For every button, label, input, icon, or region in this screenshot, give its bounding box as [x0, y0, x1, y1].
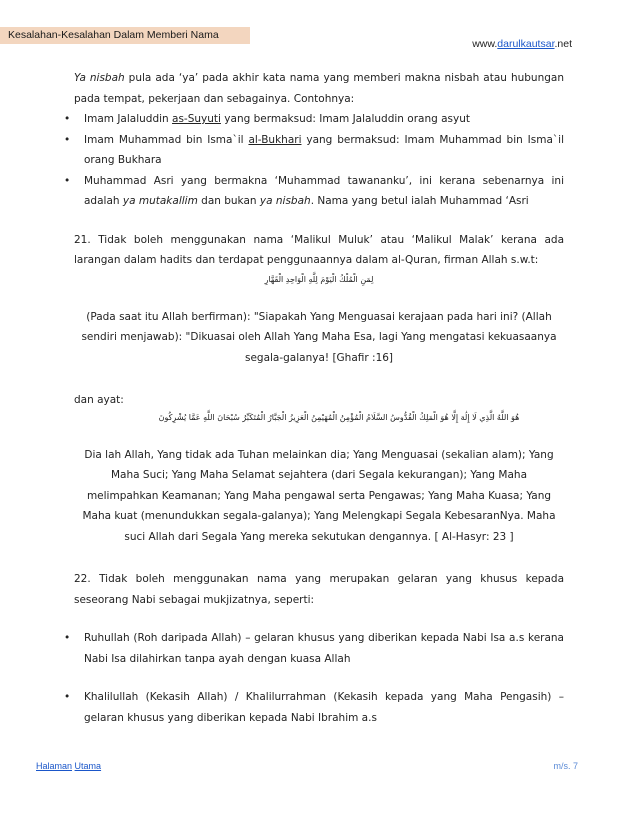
- site-url-prefix: www.: [472, 38, 498, 50]
- list-item-text: yang bermaksud: Imam Muhammad bin Isma`il orang Bukhara: [84, 133, 564, 166]
- list-item: • Ruhullah (Roh daripada Allah) – gelaran khusus yang diberikan kepada Nabi Isa a.s kerana Nabi Isa dilahirkan tanpa ayah dengan kuasa Allah: [84, 628, 564, 669]
- page-content: [74, 68, 564, 728]
- dan-ayat-label: dan ayat:: [74, 394, 124, 406]
- list-item: [84, 130, 564, 171]
- nisbah-text: pula ada ‘ya’ pada akhir kata nama yang memberi makna nisbah atau hubungan pada tempat, pekerjaan dan sebagainya. Contohnya:: [74, 72, 564, 105]
- item-22-paragraph: 22. Tidak boleh menggunakan nama yang merupakan gelaran yang khusus kepada seseorang Nabi sebagai mukjizatnya, seperti:: [74, 573, 564, 606]
- home-link-2[interactable]: Utama: [74, 761, 102, 771]
- home-link[interactable]: Halaman: [36, 761, 73, 771]
- list-item-text: Imam Jalaluddin: [84, 113, 173, 125]
- document-title: Kesalahan-Kesalahan Dalam Memberi Nama: [8, 29, 219, 41]
- document-title-tab: [0, 27, 250, 44]
- list-item-text: dan bukan: [197, 195, 260, 207]
- item-21-paragraph: 21. Tidak boleh menggunakan nama ‘Malikul Muluk’ atau ‘Malikul Malak’ kerana ada larangan dalam hadits dan terdapat penggunaannya dalam al-Quran, firman Allah s.w.t:: [74, 233, 564, 266]
- prophet-title-list: [44, 628, 564, 728]
- list-item-text: . Nama yang betul ialah Muhammad ‘Asri: [310, 195, 529, 207]
- list-item: • Khalilullah (Kekasih Allah) / Khalilurrahman (Kekasih kepada yang Maha Pengasih) – gelaran khusus yang diberikan kepada Nabi Ibrahim a.s: [84, 687, 564, 728]
- list-item-text: yang bermaksud: Imam Jalaluddin orang asyut: [220, 113, 471, 125]
- name-link: as-Suyuti: [172, 113, 221, 125]
- arabic-verse-ghafir: لِمَنِ الْمُلْكُ الْيَوْمَ لِلَّهِ الْوَاحِدِ الْقَهَّارِ: [264, 274, 374, 284]
- nisbah-example-list: [44, 109, 564, 212]
- translation-hasyr: Dia lah Allah, Yang tidak ada Tuhan melainkan dia; Yang Menguasai (sekalian alam); Yang Maha Suci; Yang Maha Selamat sejahtera (dari Segala kekurangan); Yang Maha melimpahkan Keamanan; Yang Maha pengawal serta Pengawas; Yang Maha Kuasa; Yang Maha kuat (menundukkan segala-galanya); Yang Melengkapi Segala KebesaranNya. Maha suci Allah dari Segala Yang mereka sekutukan dengannya. [ Al-Hasyr: 23 ]: [82, 448, 556, 543]
- arabic-verse-hasyr: هُوَ اللَّهُ الَّذِي لَا إِلَٰهَ إِلَّا هُوَ الْمَلِكُ الْقُدُّوسُ السَّلَامُ الْمُؤْمِنُ الْمُهَيْمِنُ الْعَزِيزُ الْجَبَّارُ الْمُتَكَبِّرُ سُبْحَانَ اللَّهِ عَمَّا يُشْرِكُونَ: [158, 412, 520, 422]
- list-item: [84, 109, 564, 130]
- list-item: [84, 171, 564, 212]
- list-item-emphasis: ya mutakallim: [122, 195, 198, 207]
- site-link[interactable]: darulkautsar: [497, 38, 555, 50]
- nisbah-paragraph: [74, 68, 564, 109]
- list-item-emphasis: ya nisbah: [259, 195, 311, 207]
- dan-ayat-line: [74, 390, 564, 411]
- name-link: al-Bukhari: [248, 133, 302, 146]
- list-item-text: Muhammad Asri yang bermakna ‘Muhammad tawananku’, ini kerana sebenarnya ini adalah: [84, 174, 564, 207]
- page-number: m/s. 7: [553, 761, 578, 771]
- list-item-text: Imam Muhammad bin Isma`il: [84, 133, 249, 146]
- page-footer: [36, 761, 578, 771]
- nisbah-lead: Ya nisbah: [74, 72, 125, 84]
- translation-ghafir: (Pada saat itu Allah berfirman): "Siapakah Yang Menguasai kerajaan pada hari ini? (Allah sendiri menjawab): "Dikuasai oleh Allah Yang Maha Esa, lagi Yang mengatasi kekuasaanya segala-galanya! [Ghafir :16]: [81, 310, 557, 364]
- site-url-suffix: .net: [554, 38, 572, 50]
- site-url: [472, 38, 572, 50]
